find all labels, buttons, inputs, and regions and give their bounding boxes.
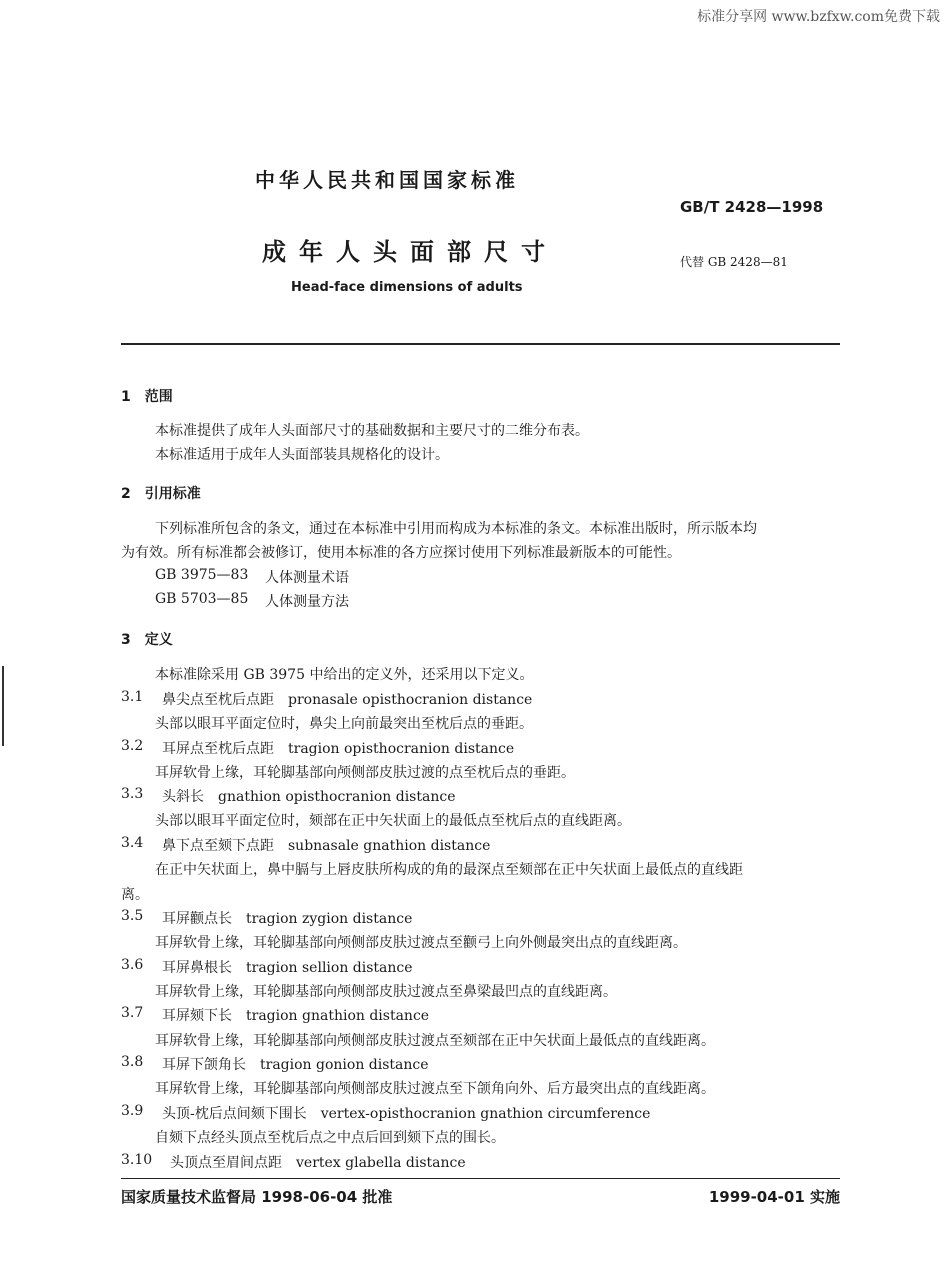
- watermark: 标准分享网 www.bzfxw.com免费下载: [697, 9, 940, 25]
- definition-number: 3.5: [121, 908, 144, 924]
- definition-number: 3.9: [121, 1103, 144, 1119]
- english-title: Head-face dimensions of adults: [291, 280, 523, 295]
- definition-text: 自颏下点经头顶点至枕后点之中点后回到颏下点的围长。: [155, 1130, 505, 1146]
- section-2-para-line-2: 为有效。所有标准都会被修订，使用本标准的各方应探讨使用下列标准最新版本的可能性。: [121, 545, 681, 561]
- effective-date: 1999-04-01 实施: [708, 1188, 840, 1206]
- definition-number: 3.10: [121, 1152, 153, 1168]
- definition-number: 3.8: [121, 1054, 144, 1070]
- header-rule: [121, 343, 840, 345]
- definition-text: 头部以眼耳平面定位时，颏部在正中矢状面上的最低点至枕后点的直线距离。: [155, 813, 631, 829]
- section-1-para-1: 本标准提供了成年人头面部尺寸的基础数据和主要尺寸的二维分布表。: [155, 423, 589, 439]
- section-3-intro: 本标准除采用 GB 3975 中给出的定义外，还采用以下定义。: [155, 667, 534, 683]
- definition-text: 耳屏软骨上缘，耳轮脚基部向颅侧部皮肤过渡点至颏部在正中矢状面上最低点的直线距离。: [155, 1033, 715, 1049]
- definition-number: 3.1: [121, 689, 144, 705]
- section-1-heading: 1 范围: [121, 389, 173, 405]
- definition-term: 头斜长 gnathion opisthocranion distance: [162, 789, 456, 805]
- definition-term: 鼻下点至颏下点距 subnasale gnathion distance: [162, 838, 491, 854]
- definition-term: 头顶-枕后点间颏下围长 vertex-opisthocranion gnathion circumference: [162, 1106, 651, 1122]
- definition-text: 头部以眼耳平面定位时，鼻尖上向前最突出至枕后点的垂距。: [155, 716, 533, 732]
- reference-code: GB 3975—83: [155, 567, 249, 583]
- section-3-heading: 3 定义: [121, 632, 173, 648]
- issuing-org: 中华人民共和国国家标准: [255, 168, 519, 192]
- section-1-para-2: 本标准适用于成年人头面部装具规格化的设计。: [155, 447, 449, 463]
- replaces-note: 代替 GB 2428—81: [680, 255, 788, 269]
- definition-term: 头顶点至眉间点距 vertex glabella distance: [170, 1155, 466, 1171]
- definition-text: 耳屏软骨上缘，耳轮脚基部向颅侧部皮肤过渡点至下颌角向外、后方最突出点的直线距离。: [155, 1081, 715, 1097]
- definition-text: 耳屏软骨上缘，耳轮脚基部向颅侧部皮肤过渡的点至枕后点的垂距。: [155, 765, 575, 781]
- definition-text: 耳屏软骨上缘，耳轮脚基部向颅侧部皮肤过渡点至鼻梁最凹点的直线距离。: [155, 984, 617, 1000]
- section-2-heading: 2 引用标准: [121, 486, 201, 502]
- definition-term: 耳屏鼻根长 tragion sellion distance: [162, 960, 413, 976]
- definition-number: 3.7: [121, 1005, 144, 1021]
- approval-line: 国家质量技术监督局 1998-06-04 批准: [121, 1188, 393, 1206]
- definition-term: 耳屏颏下长 tragion gnathion distance: [162, 1008, 430, 1024]
- definition-term: 耳屏点至枕后点距 tragion opisthocranion distance: [162, 741, 515, 757]
- section-2-para-line-1: 下列标准所包含的条文，通过在本标准中引用而构成为本标准的条文。本标准出版时，所示版本均: [155, 521, 757, 537]
- definition-text: 耳屏软骨上缘，耳轮脚基部向颅侧部皮肤过渡点至颧弓上向外侧最突出点的直线距离。: [155, 935, 687, 951]
- reference-name: 人体测量术语: [265, 570, 349, 586]
- binding-mark: [2, 666, 4, 746]
- definition-text: 在正中矢状面上，鼻中膈与上唇皮肤所构成的角的最深点至颏部在正中矢状面上最低点的直线距: [155, 862, 743, 878]
- standard-title: 成年人头面部尺寸: [262, 238, 558, 266]
- definition-text-cont: 离。: [121, 887, 149, 903]
- footer-rule: [121, 1178, 840, 1179]
- definition-term: 耳屏颧点长 tragion zygion distance: [162, 911, 413, 927]
- definition-number: 3.3: [121, 786, 144, 802]
- reference-name: 人体测量方法: [265, 594, 349, 610]
- reference-code: GB 5703—85: [155, 591, 249, 607]
- definition-number: 3.6: [121, 957, 144, 973]
- definition-term: 耳屏下颌角长 tragion gonion distance: [162, 1057, 429, 1073]
- definition-term: 鼻尖点至枕后点距 pronasale opisthocranion distance: [162, 692, 533, 708]
- standard-code: GB/T 2428—1998: [680, 198, 824, 216]
- definition-number: 3.4: [121, 835, 144, 851]
- definition-number: 3.2: [121, 738, 144, 754]
